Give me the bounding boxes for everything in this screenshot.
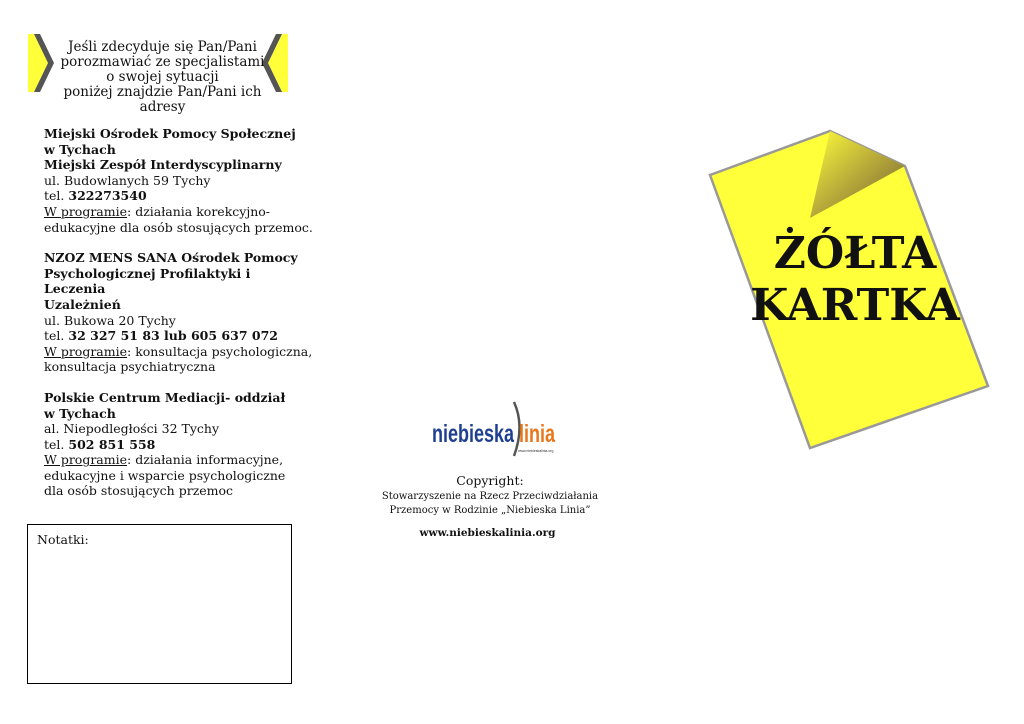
card-title-line: ŻÓŁTA [773, 228, 937, 279]
tel-label: tel. [44, 188, 69, 204]
org-name: w Tychach [44, 405, 116, 421]
program-text: edukacyjne dla osób stosujących przemoc. [44, 219, 313, 235]
card-title-line: KARTKA [750, 280, 960, 331]
program-text: konsultacja psychiatryczna [44, 359, 216, 375]
org-name: NZOZ MENS SANA Ośrodek Pomocy [44, 250, 298, 266]
logo-text-linia: linia [519, 420, 556, 448]
intro-line: poniżej znajdzie Pan/Pani ich adresy [63, 84, 262, 115]
program-label: W programie [44, 452, 128, 468]
copyright-title: Copyright: [456, 473, 524, 488]
program-text: : konsultacja psychologiczna, [127, 343, 313, 359]
logo-text-niebieska: niebieska [432, 420, 515, 448]
organizations-list [44, 126, 314, 514]
niebieska-linia-logo [430, 400, 560, 460]
org-name: w Tychach [44, 141, 116, 157]
program-text: dla osób stosujących przemoc [44, 483, 234, 499]
tel-label: tel. [44, 436, 69, 452]
org-name: Psychologicznej Profilaktyki i Leczenia [44, 265, 251, 297]
org-phone: 32 327 51 83 lub 605 637 072 [68, 328, 278, 344]
copyright-line: Przemocy w Rodzinie „Niebieska Linia” [389, 505, 591, 516]
intro-line: porozmawiać ze specjalistami [60, 54, 265, 70]
program-label: W programie [44, 343, 128, 359]
intro-line: Jeśli zdecyduje się Pan/Pani [68, 39, 257, 55]
logo-small-url: www.niebieskalinia.org [518, 449, 554, 453]
tel-label: tel. [44, 328, 69, 344]
org-name: Miejski Zespół Interdyscyplinarny [44, 157, 282, 173]
program-label: W programie [44, 203, 128, 219]
org-phone: 502 851 558 [68, 436, 156, 452]
org-entry-mediation [44, 390, 314, 499]
intro-line: o swojej sytuacji [106, 69, 219, 85]
card-title [750, 228, 960, 332]
org-name: Uzależnień [44, 296, 121, 312]
org-name: Polskie Centrum Mediacji- oddział [44, 389, 286, 405]
org-address: al. Niepodległości 32 Tychy [44, 421, 220, 437]
org-address: ul. Budowlanych 59 Tychy [44, 172, 211, 188]
org-entry-mens-sana [44, 250, 314, 375]
notes-label: Notatki: [37, 532, 89, 547]
org-address: ul. Bukowa 20 Tychy [44, 312, 176, 328]
program-text: edukacyjne i wsparcie psychologiczne [44, 467, 286, 483]
notes-box[interactable] [27, 524, 292, 684]
org-name: Miejski Ośrodek Pomocy Społecznej [44, 126, 296, 141]
org-phone: 322273540 [68, 188, 147, 204]
copyright-text [375, 490, 605, 518]
intro-text [40, 40, 285, 115]
program-text: : działania informacyjne, [127, 452, 284, 468]
org-entry-mops [44, 126, 314, 235]
copyright-line: Stowarzyszenie na Rzecz Przeciwdziałania [381, 491, 599, 502]
website-link[interactable]: www.niebieskalinia.org [419, 527, 556, 539]
program-text: : działania korekcyjno- [127, 203, 271, 219]
